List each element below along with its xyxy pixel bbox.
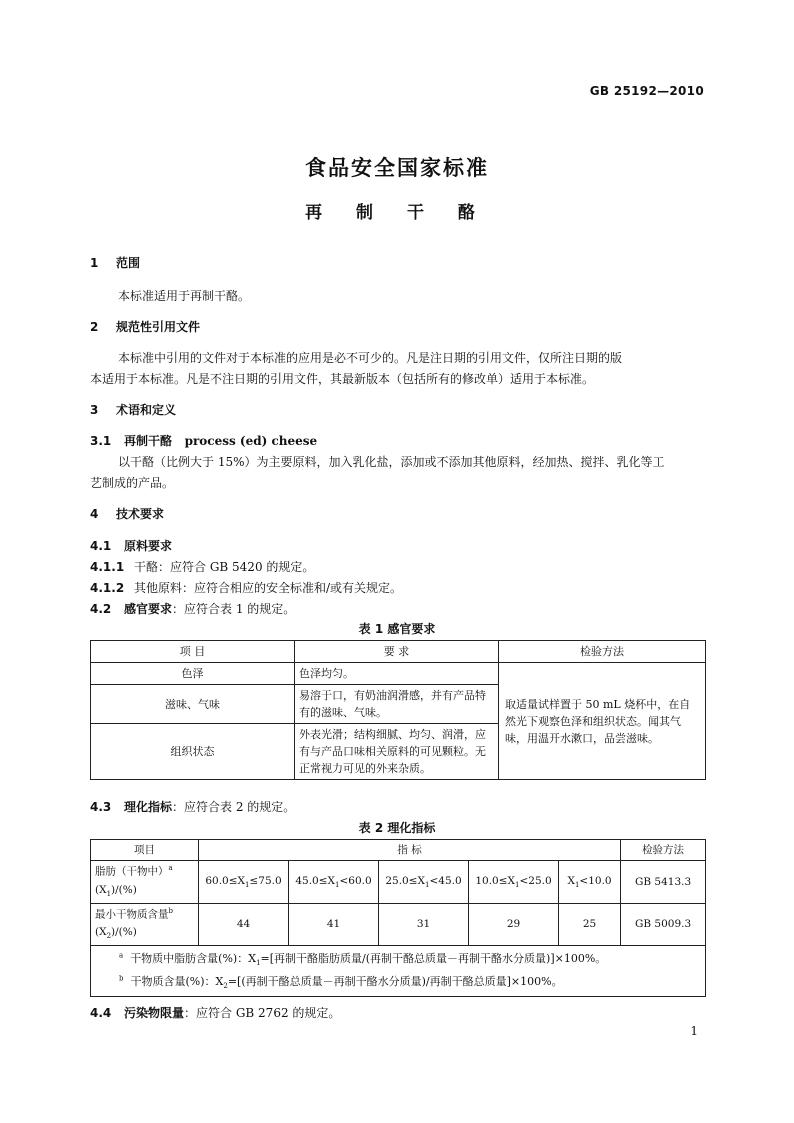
subscript: 1 (574, 881, 580, 890)
section-3-heading (90, 401, 176, 418)
section-title: 术语和定义 (116, 403, 177, 417)
section-title: 规范性引用文件 (116, 320, 201, 334)
cell-text: 10.0≤X (475, 874, 515, 887)
index-cell (199, 861, 289, 903)
cell-text: ≤75.0 (249, 874, 282, 887)
column-header-item: 项目 (91, 840, 199, 861)
footnote-mark: b (168, 906, 173, 915)
section-4-1-1 (90, 558, 314, 575)
cell-text: <25.0 (519, 874, 552, 887)
section-number: 4.3 (90, 800, 112, 814)
table-row-fat (91, 861, 706, 903)
section-4-2 (90, 600, 295, 617)
section-number: 2 (90, 320, 99, 334)
footnote-text: =[(再制干酪总质量－再制干酪水分质量)/再制干酪总质量]×100%。 (227, 974, 563, 988)
section-title: 理化指标 (124, 800, 173, 814)
row-requirement: 易溶于口，有奶油润滑感，并有产品特有的滋味、气味。 (295, 685, 499, 724)
section-4-1-2 (90, 579, 402, 596)
index-cell (559, 861, 621, 903)
subscript: 1 (106, 889, 112, 898)
method-cell: GB 5413.3 (621, 861, 706, 903)
section-number: 3.1 (90, 434, 112, 448)
term-en: process (ed) cheese (184, 434, 318, 448)
section-number: 4 (90, 507, 99, 521)
section-4-3 (90, 798, 295, 815)
section-4-4 (90, 1004, 340, 1021)
table-footnotes (91, 945, 706, 996)
term-zh: 再制干酪 (124, 434, 173, 448)
column-header-method: 检验方法 (499, 641, 706, 663)
table-row-dry-matter (91, 903, 706, 945)
row-label (91, 903, 199, 945)
section-number: 4.1.1 (90, 560, 125, 574)
subscript: 1 (515, 881, 520, 890)
cell-text: X (567, 874, 575, 887)
section-text: ：应符合 GB 2762 的规定。 (184, 1006, 341, 1020)
value-cell: 25 (559, 903, 621, 945)
section-number: 1 (90, 256, 99, 270)
label-text: )/(%) (111, 883, 137, 896)
column-header-method: 检验方法 (621, 840, 706, 861)
value-cell: 44 (199, 903, 289, 945)
value-cell: 31 (379, 903, 469, 945)
footnote-b (119, 973, 695, 992)
standard-number: GB 25192—2010 (589, 84, 704, 98)
row-label (91, 861, 199, 903)
index-cell (289, 861, 379, 903)
label-text: 最小干物质含量 (95, 908, 169, 921)
footnote-text: =[再制干酪脂肪质量/(再制干酪总质量－再制干酪水分质量)]×100%。 (260, 951, 607, 965)
section-2-heading (90, 318, 200, 335)
row-item: 色泽 (91, 663, 295, 685)
document-subtitle: 再 制 干 酪 (305, 203, 489, 223)
value-cell: 41 (289, 903, 379, 945)
section-number: 4.4 (90, 1006, 112, 1020)
label-text: (X (95, 925, 107, 938)
section-number: 4.1.2 (90, 581, 125, 595)
column-header-requirement: 要 求 (295, 641, 499, 663)
footnote-mark: b (119, 974, 124, 983)
cell-text: 60.0≤X (205, 874, 245, 887)
section-text: 其他原料：应符合相应的安全标准和/或有关规定。 (134, 581, 403, 595)
footnote-a (119, 950, 695, 969)
subscript: 1 (335, 881, 340, 890)
subscript: 2 (106, 932, 112, 941)
section-title: 原料要求 (124, 539, 173, 553)
cell-text: <60.0 (339, 874, 372, 887)
document-title: 食品安全国家标准 (305, 156, 489, 180)
section-number: 4.2 (90, 602, 112, 616)
table-2-caption: 表 2 理化指标 (358, 821, 436, 835)
section-3-1-text-line-1: 以干酪（比例大于 15%）为主要原料，加入乳化盐，添加或不添加其他原料，经加热、搅拌、乳化等工 (118, 455, 665, 469)
section-text: ：应符合表 2 的规定。 (172, 800, 296, 814)
section-title: 技术要求 (116, 507, 165, 521)
subscript: 1 (245, 881, 250, 890)
method-cell: GB 5009.3 (621, 903, 706, 945)
cell-text: 45.0≤X (295, 874, 335, 887)
cell-text: <10.0 (579, 874, 612, 887)
table-1-sensory (90, 640, 706, 780)
footnote-text: 干物质含量(%)：X (130, 974, 224, 988)
section-3-1-text-line-2: 艺制成的产品。 (90, 476, 175, 490)
section-title: 污染物限量 (124, 1006, 185, 1020)
section-2-text-line-1: 本标准中引用的文件对于本标准的应用是必不可少的。凡是注日期的引用文件，仅所注日期的版 (118, 351, 623, 365)
cell-text: <45.0 (429, 874, 462, 887)
row-requirement: 色泽均匀。 (295, 663, 499, 685)
table-header-row (91, 840, 706, 861)
section-4-1-heading (90, 537, 172, 554)
row-item: 组织状态 (91, 724, 295, 780)
cell-text: 25.0≤X (385, 874, 425, 887)
label-text: )/(%) (111, 925, 137, 938)
footnote-mark: a (168, 864, 173, 873)
footnote-text: 干物质中脂肪含量(%)：X (130, 951, 257, 965)
section-text: 干酪：应符合 GB 5420 的规定。 (134, 560, 315, 574)
section-1-text: 本标准适用于再制干酪。 (118, 289, 251, 303)
row-requirement: 外表光滑；结构细腻、均匀、润滑，应有与产品口味相关原料的可见颗粒。无正常视力可见的外来杂质。 (295, 724, 499, 780)
value-cell: 29 (469, 903, 559, 945)
section-text: ：应符合表 1 的规定。 (172, 602, 296, 616)
subscript: 2 (223, 982, 228, 991)
section-4-heading (90, 505, 164, 522)
table-2-physicochemical (90, 839, 706, 997)
footnote-mark: a (119, 951, 124, 960)
section-title: 感官要求 (124, 602, 173, 616)
row-item: 滋味、气味 (91, 685, 295, 724)
section-number: 4.1 (90, 539, 112, 553)
label-text: 脂肪（干物中） (95, 865, 169, 878)
section-3-1-heading (90, 432, 317, 449)
index-cell (469, 861, 559, 903)
section-number: 3 (90, 403, 99, 417)
page-number: 1 (690, 1024, 698, 1038)
table-1-caption: 表 1 感官要求 (358, 622, 436, 636)
section-2-text-line-2: 本适用于本标准。凡是不注日期的引用文件，其最新版本（包括所有的修改单）适用于本标准。 (90, 372, 595, 386)
footnote-cell (91, 945, 706, 996)
subscript: 1 (425, 881, 430, 890)
inspection-method: 取适量试样置于 50 mL 烧杯中，在自然光下观察色泽和组织状态。闻其气味，用温开水漱口，品尝滋味。 (499, 663, 706, 780)
section-1-heading (90, 254, 140, 271)
table-header-row (91, 641, 706, 663)
column-header-item: 项 目 (91, 641, 295, 663)
column-header-index: 指 标 (199, 840, 621, 861)
section-title: 范围 (116, 256, 141, 270)
index-cell (379, 861, 469, 903)
subscript: 1 (256, 959, 261, 968)
label-text: (X (95, 883, 107, 896)
table-row (91, 663, 706, 685)
